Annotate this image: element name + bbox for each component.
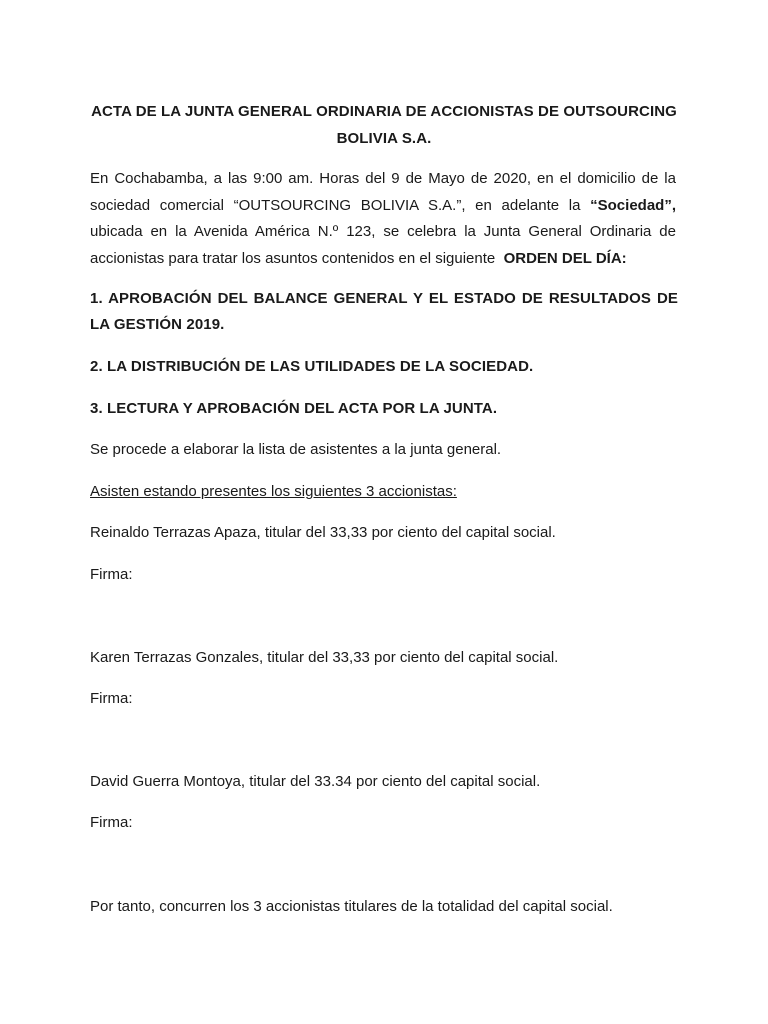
intro-bold-orden: ORDEN DEL DÍA: [503,250,627,268]
intro-text-1: En Cochabamba, a las 9:00 am. Horas del 9 de Mayo de 2020, en el domicilio de la sociedad comercial “OUTSOURCING BOLIVIA S.A.”, en adelante la [90,170,676,214]
intro-bold-sociedad: “Sociedad”, [590,196,676,214]
document-title: ACTA DE LA JUNTA GENERAL ORDINARIA DE ACCIONISTAS DE OUTSOURCING BOLIVIA S.A. [91,103,677,147]
shareholder-3: David Guerra Montoya, titular del 33.34 por ciento del capital social. [90,773,541,790]
conclusion: Por tanto, concurren los 3 accionistas titulares de la totalidad del capital social. [90,898,613,915]
signature-label-1: Firma: [90,566,133,583]
agenda-item-1: 1. APROBACIÓN DEL BALANCE GENERAL Y EL ESTADO DE RESULTADOS DE LA GESTIÓN 2019. [90,290,678,333]
agenda-item-3: 3. LECTURA Y APROBACIÓN DEL ACTA POR LA JUNTA. [90,400,498,417]
signature-label-3: Firma: [90,814,133,831]
agenda-item-2: 2. LA DISTRIBUCIÓN DE LAS UTILIDADES DE LA SOCIEDAD. [90,358,534,375]
intro-text-2: ubicada en la Avenida América N.º 123, se celebra la Junta General Ordinaria de accionistas para tratar los asuntos contenidos en el siguiente [90,223,676,268]
intro-paragraph [90,166,676,273]
signature-label-2: Firma: [90,690,133,707]
attendance-intro: Se procede a elaborar la lista de asistentes a la junta general. [90,441,502,458]
shareholder-1: Reinaldo Terrazas Apaza, titular del 33,33 por ciento del capital social. [90,524,556,541]
shareholder-2: Karen Terrazas Gonzales, titular del 33,33 por ciento del capital social. [90,649,559,666]
attendance-heading: Asisten estando presentes los siguientes 3 accionistas: [90,483,457,500]
